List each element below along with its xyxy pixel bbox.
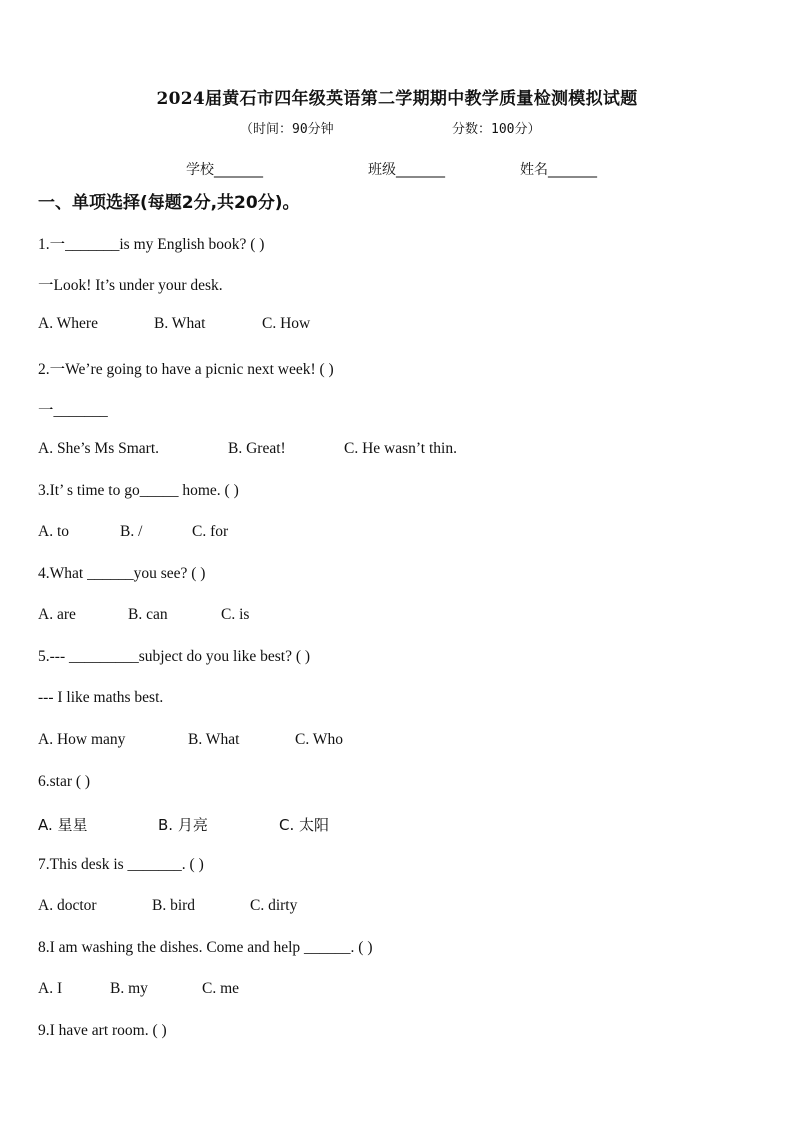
time-limit: （时间：90分钟 xyxy=(240,122,334,137)
option-b: B. bird xyxy=(152,897,196,914)
option-b: B. 月亮 xyxy=(158,816,208,834)
option-c: C. He wasn’t thin. xyxy=(344,440,457,457)
question-stem: 8.I am washing the dishes. Come and help ______. ( ) xyxy=(38,939,373,956)
question-stem: 3.It’ s time to go_____ home. ( ) xyxy=(38,482,239,499)
question-stem: 2.一We’re going to have a picnic next week! ( ) xyxy=(38,361,334,378)
option-a: A. How many xyxy=(38,731,126,748)
total-score: 分数：100分） xyxy=(452,122,541,137)
exam-title: 2024届黄石市四年级英语第二学期期中教学质量检测模拟试题 xyxy=(156,89,638,109)
option-a: A. 星星 xyxy=(38,816,88,834)
question-stem: 1.一_______is my English book? ( ) xyxy=(38,236,265,253)
option-a: A. to xyxy=(38,523,69,540)
name-field: 姓名_______ xyxy=(520,162,597,178)
question-stem: 7.This desk is _______. ( ) xyxy=(38,856,204,873)
option-b: B. my xyxy=(110,980,148,997)
option-b: B. Great! xyxy=(228,440,286,457)
question-stem: 5.--- _________subject do you like best? ( ) xyxy=(38,648,311,665)
school-field: 学校_______ xyxy=(186,162,263,178)
option-a: A. I xyxy=(38,980,63,997)
option-a: A. are xyxy=(38,606,76,623)
option-c: C. 太阳 xyxy=(279,816,330,834)
option-a: A. She’s Ms Smart. xyxy=(38,440,159,457)
class-field: 班级_______ xyxy=(368,162,445,178)
question-stem: 9.I have art room. ( ) xyxy=(38,1022,167,1039)
question-dialogue: --- I like maths best. xyxy=(38,689,164,706)
option-c: C. How xyxy=(262,315,311,332)
option-b: B. / xyxy=(120,523,143,540)
question-stem: 6.star ( ) xyxy=(38,773,91,790)
option-a: A. Where xyxy=(38,315,98,332)
option-c: C. for xyxy=(192,523,229,540)
option-b: B. can xyxy=(128,606,168,623)
question-dialogue: 一Look! It’s under your desk. xyxy=(38,277,223,294)
section-heading: 一、单项选择(每题2分,共20分)。 xyxy=(38,193,300,213)
option-a: A. doctor xyxy=(38,897,97,914)
question-stem: 4.What ______you see? ( ) xyxy=(38,565,206,582)
question-dialogue: 一_______ xyxy=(38,402,108,419)
option-c: C. is xyxy=(221,606,250,623)
option-b: B. What xyxy=(154,315,206,332)
option-b: B. What xyxy=(188,731,240,748)
option-c: C. Who xyxy=(295,731,343,748)
option-c: C. me xyxy=(202,980,240,997)
option-c: C. dirty xyxy=(250,897,298,914)
